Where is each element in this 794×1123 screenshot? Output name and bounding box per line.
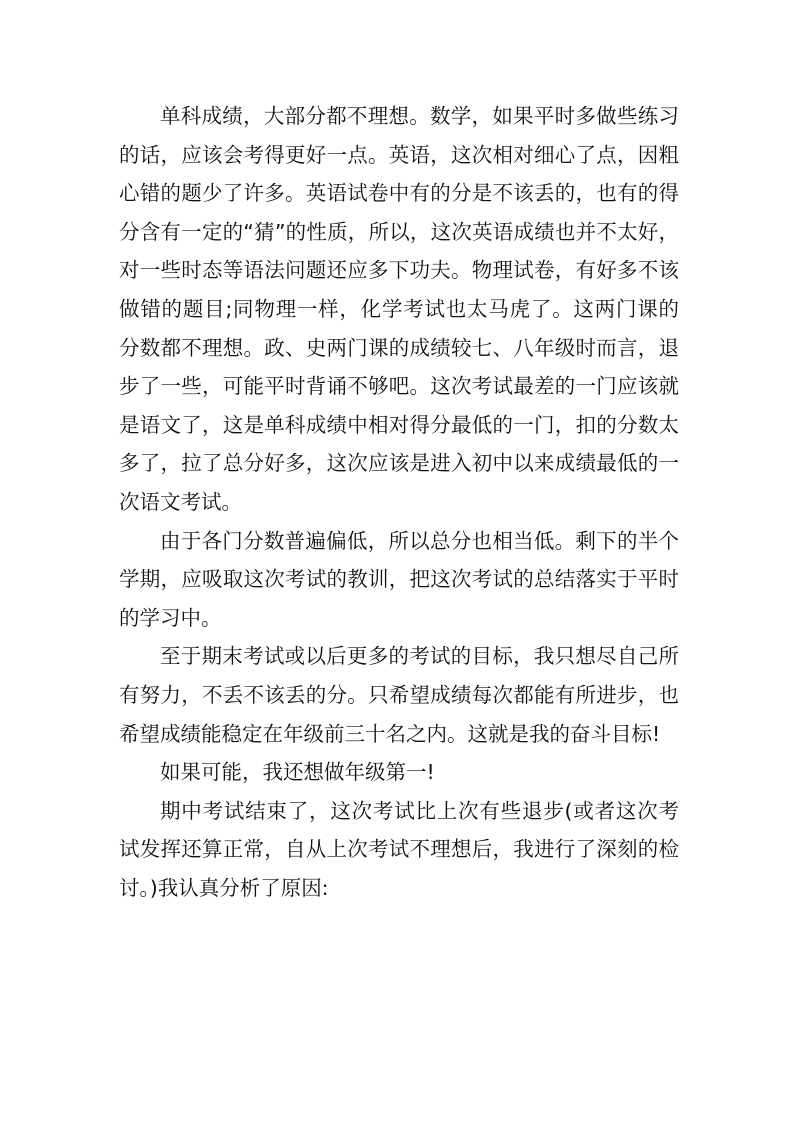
paragraph-first-place-wish: 如果可能，我还想做年级第一! xyxy=(160,760,435,785)
paragraph-final-exam-goal: 至于期末考试或以后更多的考试的目标，我只想尽自己所有努力，不丢不该丢的分。只希望成绩每次都能有所进步，也希望成绩能稳定在年级前三十名之内。这就是我的奋斗目标! xyxy=(119,644,679,746)
paragraph-subject-scores: 单科成绩，大部分都不理想。数学，如果平时多做些练习的话，应该会考得更好一点。英语，这次相对细心了点，因粗心错的题少了许多。英语试卷中有的分是不该丢的，也有的得分含有一定的“猜”的性质，所以，这次英语成绩也并不太好，对一些时态等语法问题还应多下功夫。物理试卷，有好多不该做错的题目;同物理一样，化学考试也太马虎了。这两门课的分数都不理想。政、史两门课的成绩较七、八年级时而言，退步了一些，可能平时背诵不够吧。这次考试最差的一门应该就是语文了，这是单科成绩中相对得分最低的一门，扣的分数太多了，拉了总分好多，这次应该是进入初中以来成绩最低的一次语文考试。 xyxy=(119,104,679,514)
document-body xyxy=(119,97,679,907)
paragraph-midterm-reflection: 期中考试结束了，这次考试比上次有些退步(或者这次考试发挥还算正常，自从上次考试不理想后，我进行了深刻的检讨。)我认真分析了原因: xyxy=(119,798,679,900)
paragraph-total-score: 由于各门分数普遍偏低，所以总分也相当低。剩下的半个学期，应吸取这次考试的教训，把这次考试的总结落实于平时的学习中。 xyxy=(119,528,679,630)
